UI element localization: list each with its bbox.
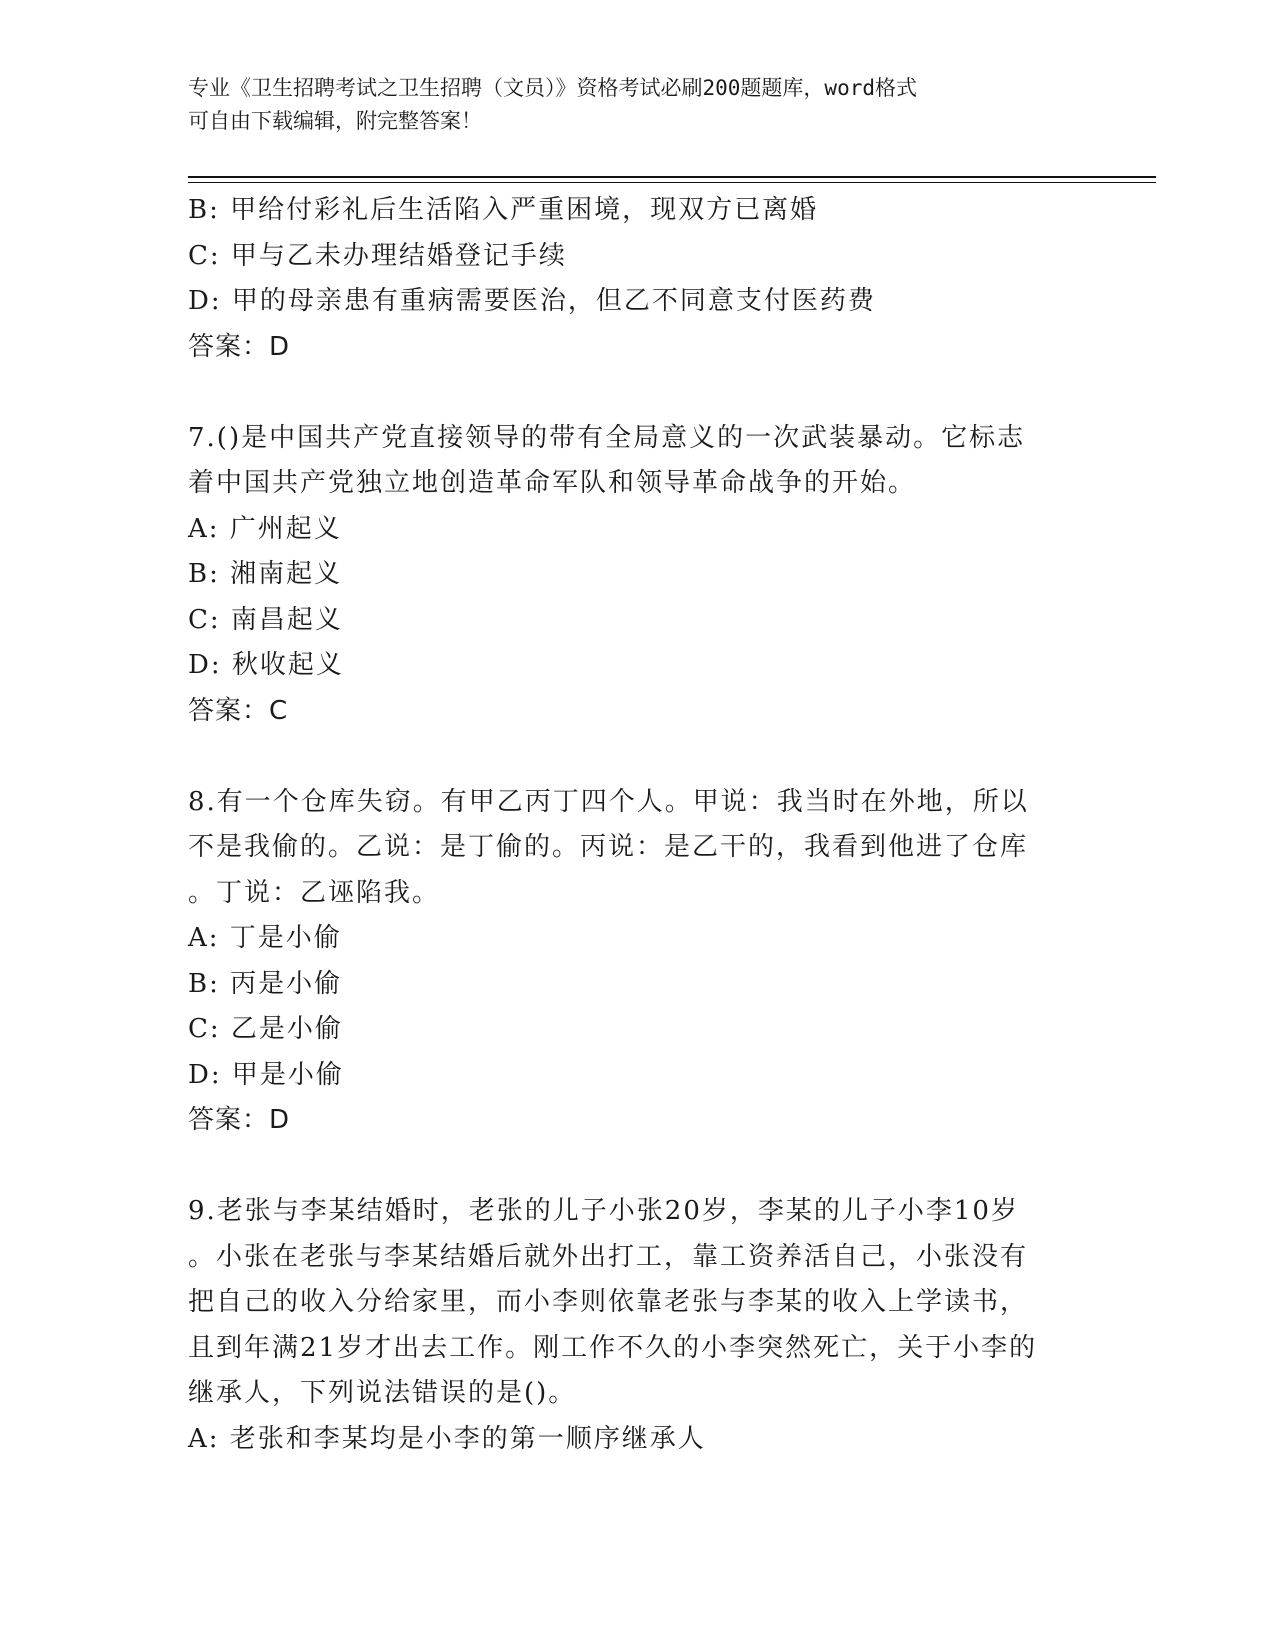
question-8 bbox=[188, 780, 1088, 1144]
question-stem-line: 且到年满21岁才出去工作。刚工作不久的小李突然死亡，关于小李的 bbox=[188, 1332, 1038, 1363]
option-b: B: 丙是小偷 bbox=[188, 968, 343, 999]
option-d: D: 甲的母亲患有重病需要医治，但乙不同意支付医药费 bbox=[188, 286, 876, 316]
spacer bbox=[188, 370, 1088, 416]
header-title-line-2: 可自由下载编辑，附完整答案！ bbox=[188, 109, 482, 133]
option-d: D: 甲是小偷 bbox=[188, 1059, 344, 1090]
question-stem-line: 继承人，下列说法错误的是()。 bbox=[188, 1378, 577, 1408]
question-stem-line: 不是我偷的。乙说：是丁偷的。丙说：是乙干的，我看到他进了仓库 bbox=[188, 832, 1029, 862]
option-a: A: 广州起义 bbox=[188, 513, 342, 544]
option-b: B: 湘南起义 bbox=[188, 559, 343, 589]
question-stem-line: 着中国共产党独立地创造革命军队和领导革命战争的开始。 bbox=[188, 468, 917, 498]
page-header bbox=[188, 72, 1088, 138]
spacer bbox=[188, 1144, 1088, 1190]
question-6 bbox=[188, 188, 1088, 370]
header-title-line-1: 专业《卫生招聘考试之卫生招聘（文员）》资格考试必刷200题题库，word格式 bbox=[188, 76, 917, 100]
answer-line: 答案：D bbox=[188, 1105, 291, 1135]
option-c: C: 南昌起义 bbox=[188, 604, 343, 635]
answer-line: 答案：C bbox=[188, 695, 289, 726]
question-stem-line: 7.()是中国共产党直接领导的带有全局意义的一次武装暴动。它标志 bbox=[188, 422, 1026, 453]
option-a: A: 丁是小偷 bbox=[188, 923, 342, 953]
question-stem-line: 把自己的收入分给家里，而小李则依靠老张与李某的收入上学读书， bbox=[188, 1287, 1029, 1317]
option-b: B: 甲给付彩礼后生活陷入严重困境，现双方已离婚 bbox=[188, 195, 819, 225]
question-stem-line: 8.有一个仓库失窃。有甲乙丙丁四个人。甲说：我当时在外地，所以 bbox=[188, 786, 1029, 817]
question-stem-line: 。小张在老张与李某结婚后就外出打工，靠工资养活自己，小张没有 bbox=[188, 1241, 1029, 1272]
header-divider-thick bbox=[188, 176, 1156, 178]
answer-line: 答案：D bbox=[188, 331, 291, 362]
option-d: D: 秋收起义 bbox=[188, 650, 344, 680]
question-9 bbox=[188, 1189, 1088, 1462]
question-7 bbox=[188, 416, 1088, 735]
option-a: A: 老张和李某均是小李的第一顺序继承人 bbox=[188, 1423, 706, 1454]
question-stem-line: 9.老张与李某结婚时，老张的儿子小张20岁，李某的儿子小李10岁 bbox=[188, 1196, 1019, 1226]
header-divider-thin bbox=[188, 182, 1156, 183]
option-c: C: 乙是小偷 bbox=[188, 1014, 343, 1044]
question-stem-line: 。丁说：乙诬陷我。 bbox=[188, 877, 441, 908]
option-c: C: 甲与乙未办理结婚登记手续 bbox=[188, 240, 567, 271]
spacer bbox=[188, 734, 1088, 780]
question-content bbox=[188, 188, 1088, 1462]
